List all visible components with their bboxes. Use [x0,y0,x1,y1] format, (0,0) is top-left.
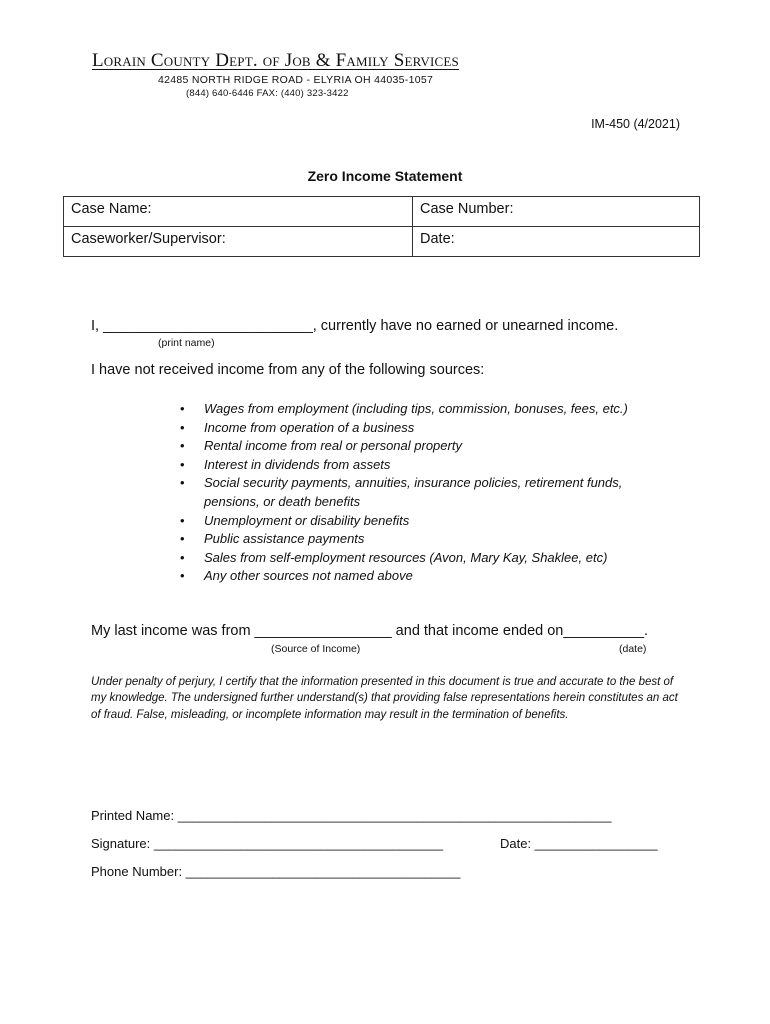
bullet-icon: • [180,512,185,528]
bullet-icon: • [180,549,185,565]
organization-name: Lorain County Dept. of Job & Family Services [92,50,459,71]
case-number-field[interactable]: Case Number: [413,197,700,227]
bullet-icon: • [180,438,185,454]
organization-address: 42485 NORTH RIDGE ROAD - ELYRIA OH 44035-1057 [158,74,434,86]
list-item: • Public assistance payments [180,530,670,549]
income-end-date-hint: (date) [619,643,647,655]
signature-date-field[interactable]: Date: _________________ [500,836,658,851]
bullet-icon: • [180,531,185,547]
case-name-field[interactable]: Case Name: [64,197,413,227]
source-of-income-hint: (Source of Income) [271,643,361,655]
list-item: • Social security payments, annuities, insurance policies, retirement funds, pensions, or death benefits [180,475,623,509]
last-income-statement[interactable]: My last income was from _________________ and that income ended on__________. [91,623,649,639]
list-item: • Unemployment or disability benefits [180,512,670,531]
list-item: • Interest in dividends from assets [180,456,670,475]
list-item: • Wages from employment (including tips, commission, bonuses, fees, etc.) [180,400,670,419]
bullet-icon: • [180,568,185,584]
sources-intro: I have not received income from any of the following sources: [91,362,485,378]
list-item: • Rental income from real or personal property [180,437,670,456]
bullet-icon: • [180,475,185,491]
signature-field[interactable]: Signature: ________________________________________ [91,836,444,851]
form-title: Zero Income Statement [307,168,463,184]
print-name-hint: (print name) [158,337,215,349]
bullet-icon: • [180,401,185,416]
bullet-icon: • [180,419,185,435]
no-income-statement[interactable]: I, __________________________, currently have no earned or unearned income. [91,318,619,334]
perjury-certification: Under penalty of perjury, I certify that the information presented in this document is true and accurate to the best of my knowledge. The undersigned further understand(s) that providing false representations herein constitutes an act of fraud. False, misleading, or incomplete information may result in the termination of benefits. [91,676,678,721]
list-item: • Any other sources not named above [180,567,670,586]
income-sources-list [180,400,670,586]
bullet-icon: • [180,456,185,472]
caseworker-field[interactable]: Caseworker/Supervisor: [64,227,413,257]
printed-name-field[interactable]: Printed Name: ____________________________________________________________ [91,808,612,823]
case-info-table [63,196,700,257]
case-date-field[interactable]: Date: [413,227,700,257]
organization-phone-fax: (844) 640-6446 FAX: (440) 323-3422 [186,88,349,99]
list-item: • Income from operation of a business [180,419,670,438]
list-item: • Sales from self-employment resources (Avon, Mary Kay, Shaklee, etc) [180,549,670,568]
phone-number-field[interactable]: Phone Number: ______________________________________ [91,864,461,879]
form-number: IM-450 (4/2021) [591,117,680,131]
